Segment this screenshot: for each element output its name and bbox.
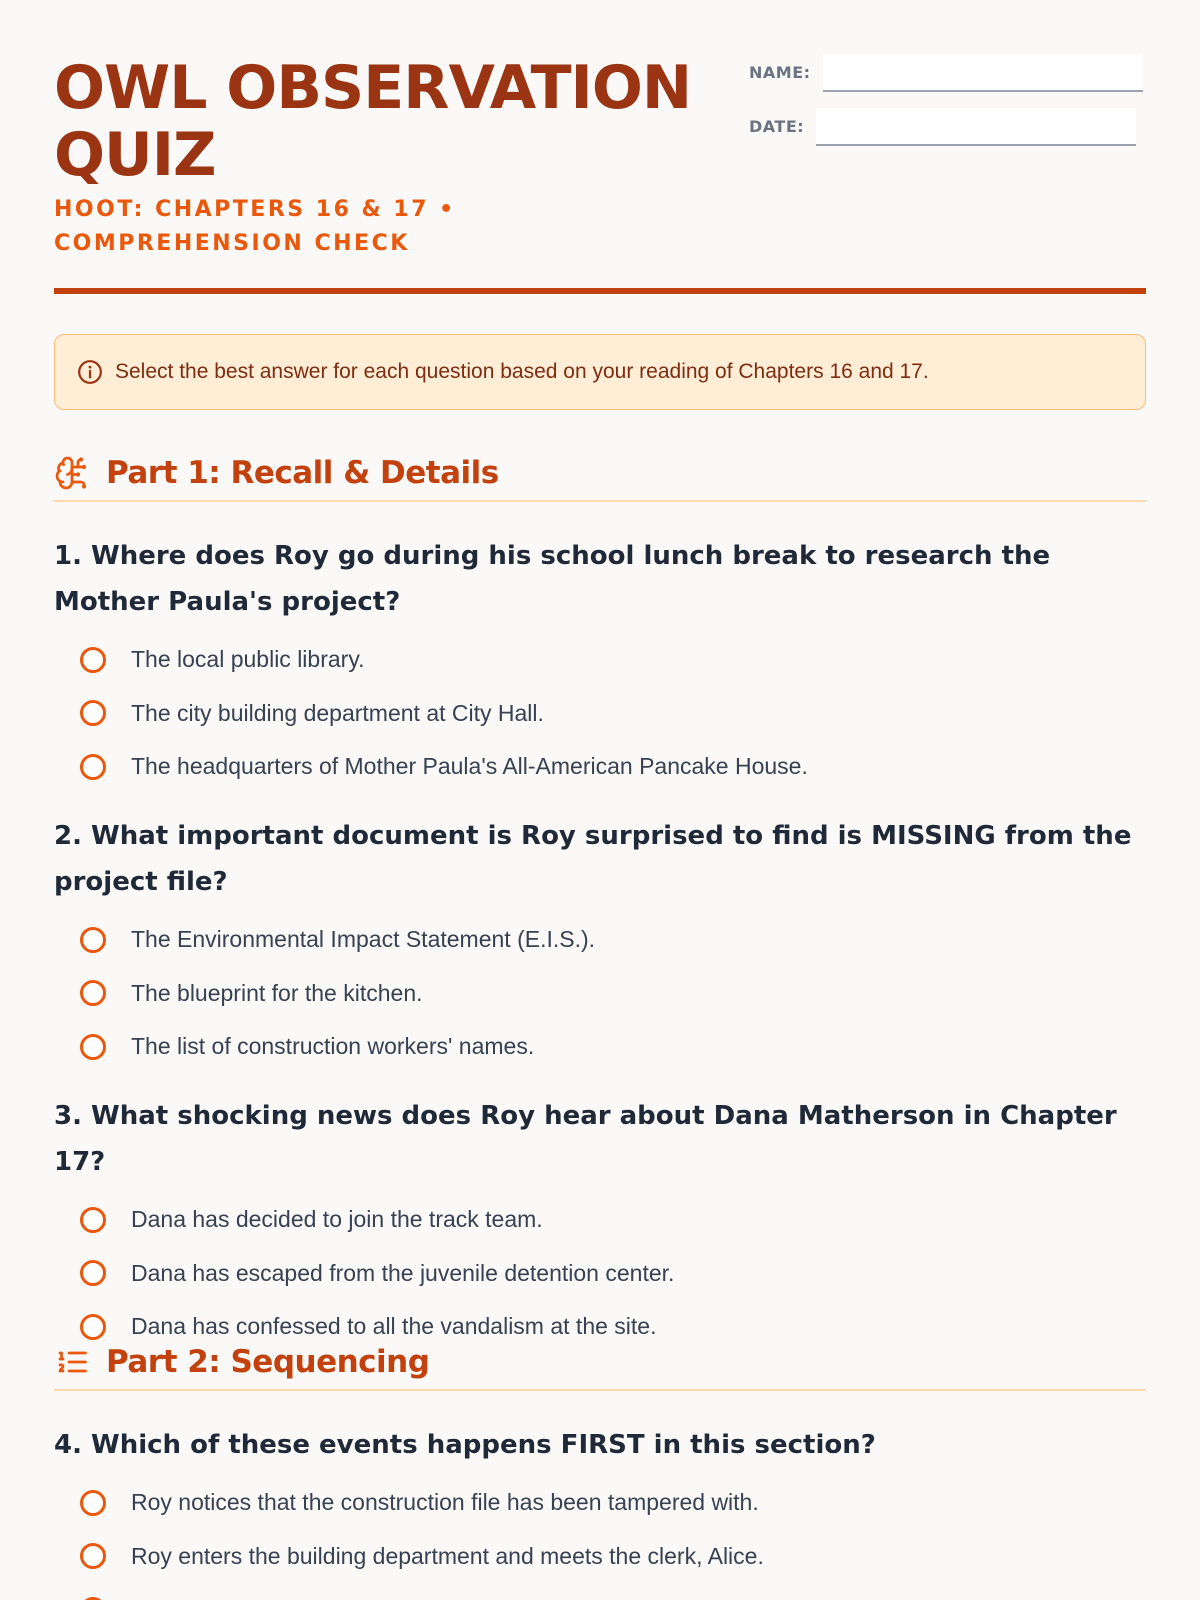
brain-icon: [54, 455, 90, 491]
name-field-group: [749, 54, 1143, 92]
answer-option[interactable]: [54, 967, 1146, 1021]
radio-button[interactable]: [80, 980, 106, 1006]
page-subtitle: HOOT: CHAPTERS 16 & 17 • COMPREHENSION CHECK: [54, 197, 456, 256]
option-label: Roy enters the building department and meets the clerk, Alice.: [131, 1542, 764, 1569]
option-label: Roy notices that the construction file has been tampered with.: [131, 1489, 759, 1516]
radio-button[interactable]: [80, 754, 106, 780]
instructions-text: Select the best answer for each question based on your reading of Chapters 16 and 17.: [115, 360, 929, 383]
section-part-2: [54, 1335, 1146, 1391]
page-title: OWL OBSERVATION QUIZ: [54, 53, 692, 190]
name-label: NAME:: [749, 63, 811, 82]
instructions-notice: [54, 334, 1146, 410]
radio-button[interactable]: [80, 1490, 106, 1516]
question-4: [54, 1422, 1146, 1600]
numbered-list-icon: [54, 1344, 90, 1380]
info-icon: [77, 359, 103, 385]
name-input[interactable]: [823, 54, 1143, 92]
section-title-text: Part 2: Sequencing: [106, 1344, 430, 1380]
option-label: Dana has decided to join the track team.: [131, 1206, 543, 1233]
answer-option[interactable]: [54, 687, 1146, 741]
question-1: [54, 533, 1146, 794]
question-text: 1. Where does Roy go during his school lunch break to research the Mother Paula's project?: [54, 541, 1051, 617]
question-text: 4. Which of these events happens FIRST in this section?: [54, 1430, 876, 1460]
option-label: The list of construction workers' names.: [131, 1033, 535, 1060]
answer-option[interactable]: [54, 1193, 1146, 1247]
question-3: [54, 1093, 1146, 1354]
answer-option[interactable]: [54, 1530, 1146, 1584]
radio-button[interactable]: [80, 1034, 106, 1060]
option-label: The blueprint for the kitchen.: [131, 979, 423, 1006]
option-label: Dana has escaped from the juvenile detention center.: [131, 1259, 675, 1286]
section-title-text: Part 1: Recall & Details: [106, 455, 499, 491]
date-label: DATE:: [749, 117, 805, 136]
date-field-group: [749, 108, 1136, 146]
radio-button[interactable]: [80, 700, 106, 726]
answer-option-partial[interactable]: [54, 1583, 1146, 1600]
answer-option[interactable]: [54, 1020, 1146, 1074]
answer-option[interactable]: [54, 633, 1146, 687]
option-label: The headquarters of Mother Paula's All-American Pancake House.: [131, 753, 808, 780]
question-text: 2. What important document is Roy surprised to find is MISSING from the project file?: [54, 821, 1132, 897]
option-label: The city building department at City Hall.: [131, 699, 544, 726]
radio-button[interactable]: [80, 927, 106, 953]
radio-button[interactable]: [80, 1207, 106, 1233]
answer-option[interactable]: [54, 1476, 1146, 1530]
option-label: The Environmental Impact Statement (E.I.S.).: [131, 926, 596, 953]
radio-button[interactable]: [80, 647, 106, 673]
answer-option[interactable]: [54, 1247, 1146, 1301]
answer-option[interactable]: [54, 913, 1146, 967]
radio-button[interactable]: [80, 1260, 106, 1286]
section-part-1: [54, 446, 1146, 502]
question-text: 3. What shocking news does Roy hear about Dana Matherson in Chapter 17?: [54, 1101, 1117, 1177]
date-input[interactable]: [816, 108, 1136, 146]
quiz-header: [54, 0, 1146, 294]
radio-button[interactable]: [80, 1543, 106, 1569]
answer-option[interactable]: [54, 740, 1146, 794]
question-2: [54, 813, 1146, 1074]
option-label: The local public library.: [131, 646, 365, 673]
option-label: Dana has confessed to all the vandalism at the site.: [131, 1313, 657, 1340]
